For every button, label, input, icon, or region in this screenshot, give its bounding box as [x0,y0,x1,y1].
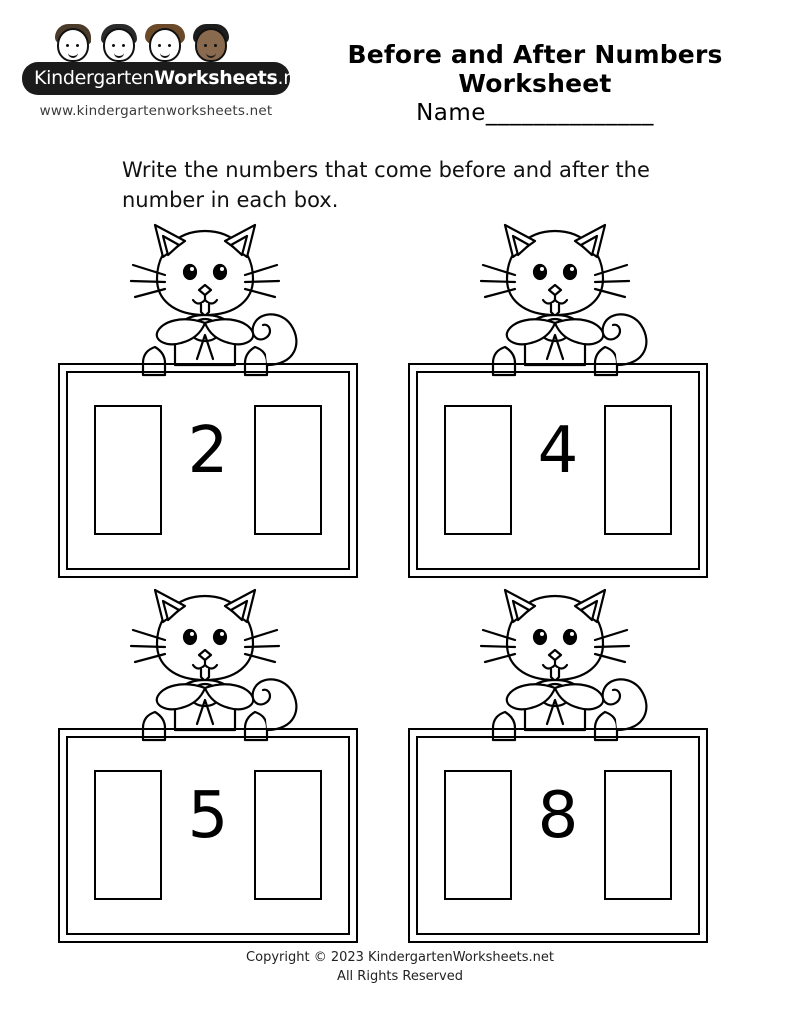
answer-box-inner [66,371,350,570]
page-header [0,0,800,150]
kid-figure-1 [51,24,95,68]
after-blank[interactable] [604,770,672,900]
instructions-text: Write the numbers that come before and after the number in each box. [122,158,650,212]
page-footer [0,948,800,986]
cat-icon [455,580,685,745]
given-number: 2 [187,414,229,488]
copyright-text: Copyright © 2023 KindergartenWorksheets.net [246,950,554,965]
answer-box [408,728,708,943]
problem-item [395,580,740,945]
given-number: 5 [187,779,229,853]
cat-icon [105,215,335,380]
answer-box [58,728,358,943]
logo-word-kindergarten: Kindergarten [34,67,155,89]
answer-box [58,363,358,578]
kid-figure-3 [143,24,187,68]
cat-icon [105,580,335,745]
problem-item [45,580,390,945]
answer-box-inner [416,371,700,570]
site-url[interactable]: www.kindergartenworksheets.net [39,103,273,119]
page-title: Before and After Numbers Worksheet [347,40,723,98]
answer-box [408,363,708,578]
rights-text: All Rights Reserved [337,969,463,984]
after-blank[interactable] [254,770,322,900]
kid-figure-4 [189,24,233,68]
kid-figure-2 [97,24,141,68]
site-logo[interactable] [22,24,314,119]
logo-word-net: .net [277,67,314,89]
kids-illustration-icon [51,24,261,68]
given-number: 4 [537,414,579,488]
problems-grid [0,215,800,940]
after-blank[interactable] [254,405,322,535]
problem-item [395,215,740,580]
logo-word-worksheets: Worksheets [154,67,278,89]
name-field-label[interactable]: Name______________ [416,100,654,126]
given-number: 8 [537,779,579,853]
problem-item [45,215,390,580]
cat-icon [455,215,685,380]
answer-box-inner [66,736,350,935]
answer-box-inner [416,736,700,935]
after-blank[interactable] [604,405,672,535]
